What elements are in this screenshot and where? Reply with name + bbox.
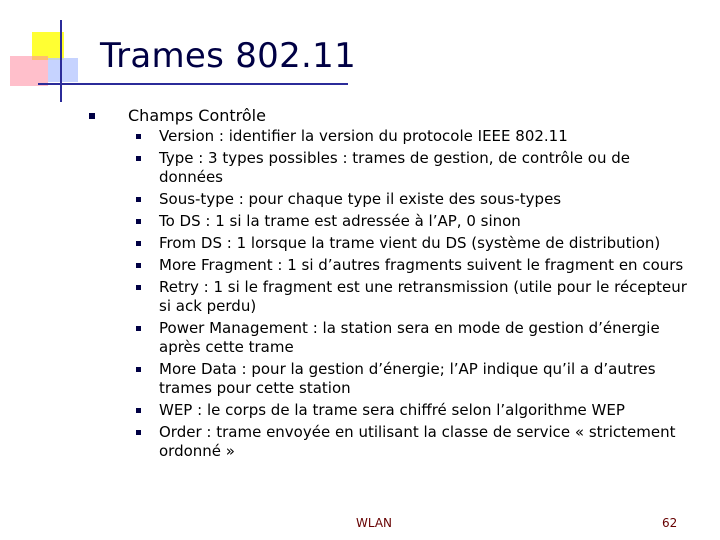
square-bullet-icon <box>136 156 141 161</box>
list-item <box>136 256 696 275</box>
square-bullet-icon <box>136 241 141 246</box>
square-bullet-icon <box>136 197 141 202</box>
square-bullet-icon <box>136 326 141 331</box>
list-item-text: Retry : 1 si le fragment est une retransmission (utile pour le récepteur si ack perdu) <box>159 278 687 315</box>
list-item-text: WEP : le corps de la trame sera chiffré selon l’algorithme WEP <box>159 401 625 419</box>
square-bullet-icon <box>136 263 141 268</box>
list-item <box>136 278 696 316</box>
list-item <box>136 360 696 398</box>
footer-label: WLAN <box>356 516 393 530</box>
list-item <box>136 319 696 357</box>
list-item-text: Version : identifier la version du protocole IEEE 802.11 <box>159 127 568 145</box>
square-bullet-icon <box>136 408 141 413</box>
list-item <box>136 212 696 231</box>
list-item-text: Sous-type : pour chaque type il existe des sous-types <box>159 190 562 208</box>
list-item-text: From DS : 1 lorsque la trame vient du DS (système de distribution) <box>159 234 661 252</box>
list-item <box>136 149 696 187</box>
square-bullet-icon <box>136 219 141 224</box>
page-number: 62 <box>662 516 678 530</box>
square-bullet-icon <box>136 134 141 139</box>
decorative-blue-square <box>48 58 78 82</box>
square-bullet-icon <box>136 430 141 435</box>
sub-bullet-list <box>136 127 696 464</box>
list-item <box>136 423 696 461</box>
slide-title: Trames 802.11 <box>100 36 357 76</box>
decorative-pink-square <box>10 56 48 86</box>
list-item-text: Power Management : la station sera en mode de gestion d’énergie après cette trame <box>159 319 660 356</box>
list-item-text: Type : 3 types possibles : trames de gestion, de contrôle ou de données <box>159 149 630 186</box>
square-bullet-icon <box>136 367 141 372</box>
list-item-text: More Fragment : 1 si d’autres fragments suivent le fragment en cours <box>159 256 684 274</box>
list-item <box>136 234 696 253</box>
list-item <box>136 127 696 146</box>
list-item-text: Order : trame envoyée en utilisant la classe de service « strictement ordonné » <box>159 423 676 460</box>
list-item <box>136 190 696 209</box>
decorative-horizontal-rule <box>38 83 348 85</box>
list-item-text: More Data : pour la gestion d’énergie; l’AP indique qu’il a d’autres trames pour cette station <box>159 360 656 397</box>
level1-text: Champs Contrôle <box>128 106 266 125</box>
square-bullet-icon <box>136 285 141 290</box>
decorative-vertical-rule <box>60 20 62 102</box>
list-item-text: To DS : 1 si la trame est adressée à l’AP, 0 sinon <box>159 212 521 230</box>
list-item <box>136 401 696 420</box>
square-bullet-icon <box>89 113 95 119</box>
